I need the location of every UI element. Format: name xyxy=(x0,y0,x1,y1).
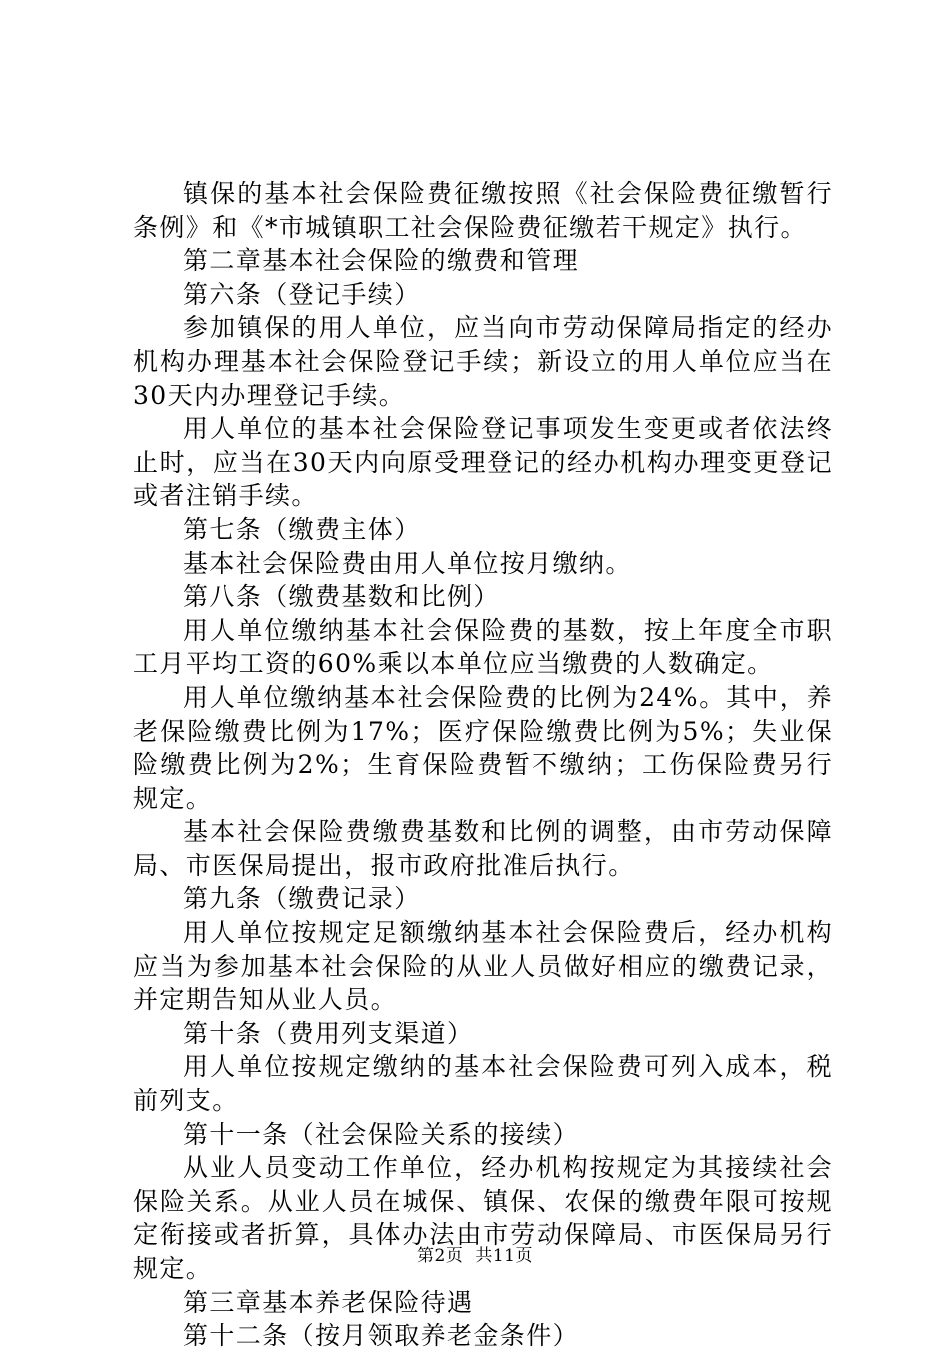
article-heading-7: 第七条（缴费主体） xyxy=(183,514,421,544)
paragraph-registration-change: 用人单位的基本社会保险登记事项发生变更或者依法终止时，应当在30天内向原受理登记的经办机构办理变更登记或者注销手续。 xyxy=(133,414,833,511)
paragraph-collection-rules: 镇保的基本社会保险费征缴按照《社会保险费征缴暂行条例》和《*市城镇职工社会保险费征缴若干规定》执行。 xyxy=(133,179,833,242)
paragraph-payment-record: 用人单位按规定足额缴纳基本社会保险费后，经办机构应当为参加基本社会保险的从业人员做好相应的缴费记录，并定期告知从业人员。 xyxy=(133,918,833,1015)
paragraph-payment-base: 用人单位缴纳基本社会保险费的基数，按上年度全市职工月平均工资的60%乘以本单位应当缴费的人数确定。 xyxy=(133,615,833,679)
paragraph-payment-ratio: 用人单位缴纳基本社会保险费的比例为24%。其中，养老保险缴费比例为17%；医疗保险缴费比例为5%；失业保险缴费比例为2%；生育保险费暂不缴纳；工伤保险费另行规定。 xyxy=(133,682,833,813)
page-number-total: 共11页 xyxy=(475,1246,533,1266)
page-number-current: 第2页 xyxy=(417,1246,464,1266)
article-heading-10: 第十条（费用列支渠道） xyxy=(183,1018,474,1048)
article-heading-11: 第十一条（社会保险关系的接续） xyxy=(183,1119,580,1149)
chapter-heading-3: 第三章基本养老保险待遇 xyxy=(183,1287,474,1317)
paragraph-registration: 参加镇保的用人单位，应当向市劳动保障局指定的经办机构办理基本社会保险登记手续；新设立的用人单位应当在30天内办理登记手续。 xyxy=(133,313,833,410)
article-heading-12: 第十二条（按月领取养老金条件） xyxy=(183,1321,580,1351)
page-footer xyxy=(0,1244,950,1268)
document-body xyxy=(133,177,833,1353)
chapter-heading-2: 第二章基本社会保险的缴费和管理 xyxy=(183,246,580,276)
paragraph-ratio-adjustment: 基本社会保险费缴费基数和比例的调整，由市劳动保障局、市医保局提出，报市政府批准后执行。 xyxy=(133,817,833,880)
article-heading-8: 第八条（缴费基数和比例） xyxy=(183,582,500,612)
paragraph-payment-subject: 基本社会保险费由用人单位按月缴纳。 xyxy=(183,548,632,578)
paragraph-relation-transfer: 从业人员变动工作单位，经办机构按规定为其接续社会保险关系。从业人员在城保、镇保、农保的缴费年限可按规定衔接或者折算，具体办法由市劳动保障局、市医保局另行规定。 xyxy=(133,1153,833,1283)
paragraph-cost-listing: 用人单位按规定缴纳的基本社会保险费可列入成本，税前列支。 xyxy=(133,1052,833,1116)
article-heading-9: 第九条（缴费记录） xyxy=(183,884,421,914)
article-heading-6: 第六条（登记手续） xyxy=(183,279,421,309)
